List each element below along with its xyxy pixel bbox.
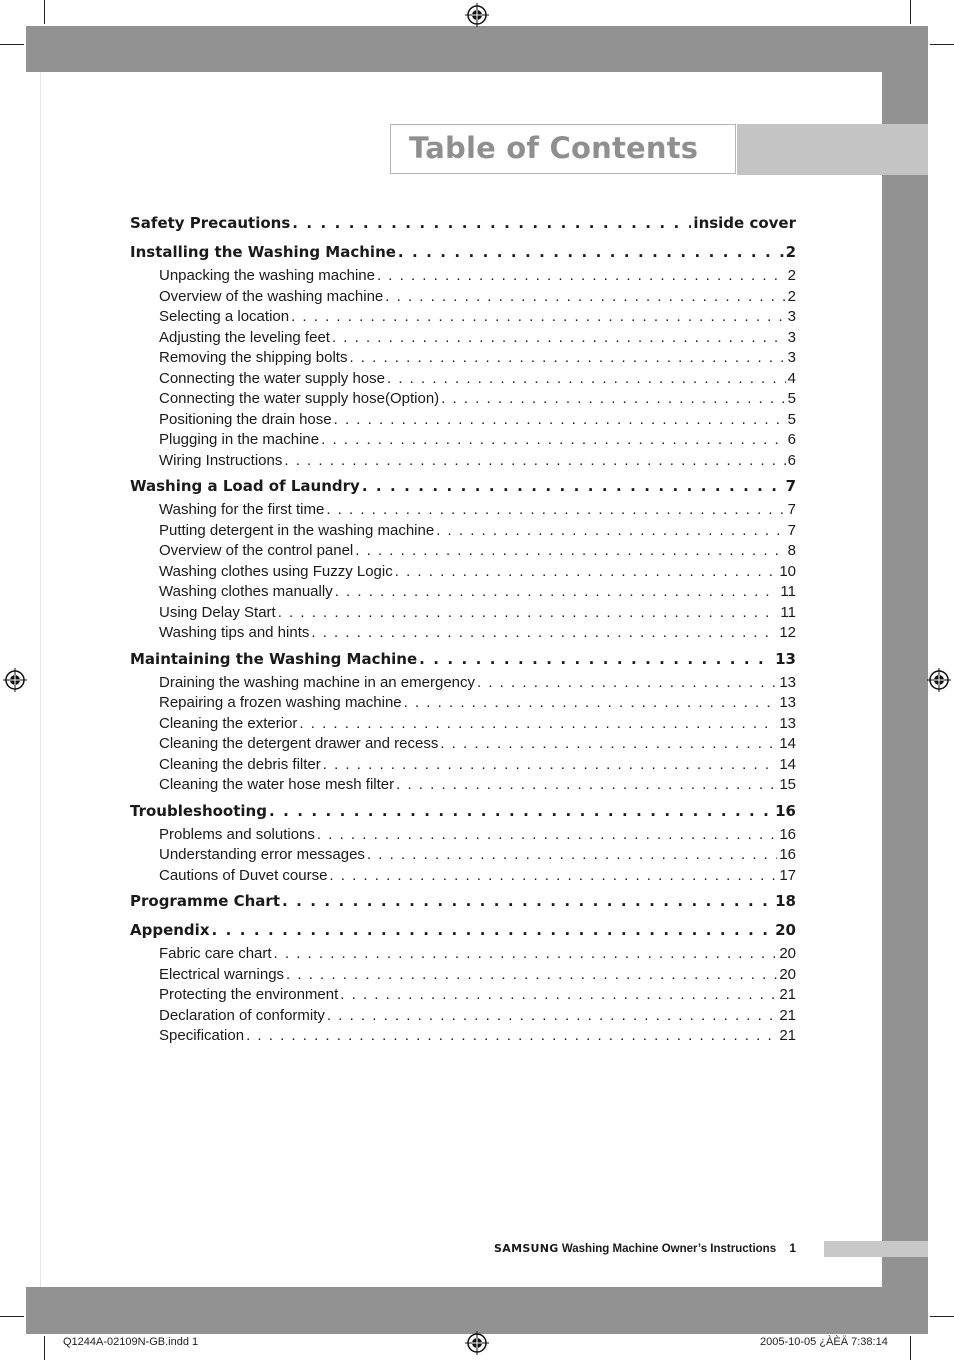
toc-leader-dots (335, 582, 779, 603)
toc-entry[interactable] (130, 451, 796, 472)
footer-brand: SAMSUNG (494, 1242, 559, 1255)
toc-entry-page: 2 (787, 287, 796, 305)
toc-entry-page: 16 (779, 825, 796, 843)
toc-section-page: inside cover (693, 214, 796, 232)
toc-entry[interactable] (130, 562, 796, 583)
toc-entry[interactable] (130, 693, 796, 714)
toc-leader-dots (284, 451, 785, 472)
toc-section (130, 210, 796, 237)
toc-leader-dots (291, 307, 786, 328)
toc-entry-title: Adjusting the leveling feet (159, 328, 330, 346)
toc-entry-title: Overview of the washing machine (159, 287, 384, 305)
toc-leader-dots (332, 328, 786, 349)
toc-section-title: Safety Precautions (130, 214, 291, 232)
page-title: Table of Contents (409, 131, 699, 165)
toc-leader-dots (278, 603, 779, 624)
toc-entry[interactable] (130, 845, 796, 866)
toc-section-title: Programme Chart (130, 892, 280, 910)
toc-entry-title: Putting detergent in the washing machine (159, 521, 435, 539)
toc-leader-dots (477, 673, 777, 694)
toc-entry-page: 5 (787, 410, 796, 428)
toc-leader-dots (385, 287, 785, 308)
toc-leader-dots (436, 521, 785, 542)
toc-leader-dots (292, 210, 691, 237)
crop-mark (930, 1316, 954, 1317)
toc-section-page: 7 (785, 477, 796, 495)
toc-leader-dots (327, 1006, 777, 1027)
toc-entry-title: Washing tips and hints (159, 624, 310, 641)
toc-leader-dots (317, 825, 777, 846)
toc-entry[interactable] (130, 623, 796, 644)
toc-leader-dots (323, 755, 778, 776)
toc-entry-title: Unpacking the washing machine (159, 267, 375, 284)
toc-leader-dots (340, 985, 777, 1006)
toc-leader-dots (387, 369, 786, 390)
toc-entry-page: 13 (779, 714, 796, 732)
toc-entry-page: 20 (779, 965, 796, 983)
toc-entry[interactable] (130, 1006, 796, 1027)
registration-mark-icon (927, 668, 951, 692)
footer-text: Washing Machine Owner’s Instructions (561, 1243, 777, 1255)
toc-entry-page: 8 (787, 542, 796, 559)
toc-section-page: 20 (775, 921, 796, 939)
toc-entry[interactable] (130, 307, 796, 328)
toc-entry[interactable] (130, 755, 796, 776)
toc-entry[interactable] (130, 734, 796, 755)
toc-entry-title: Washing for the first time (159, 501, 325, 518)
toc-entry[interactable] (130, 1026, 796, 1047)
toc-section-heading[interactable] (130, 239, 796, 266)
toc-entry[interactable] (130, 603, 796, 624)
crop-mark (910, 1336, 911, 1360)
toc-entry-title: Specification (159, 1027, 245, 1044)
toc-leader-dots (440, 734, 777, 755)
toc-section (130, 473, 796, 644)
toc-section (130, 798, 796, 887)
toc-entry[interactable] (130, 521, 796, 542)
toc-entry-title: Removing the shipping bolts (159, 349, 348, 366)
print-slug-file: Q1244A-02109N-GB.indd 1 (63, 1336, 199, 1348)
toc-leader-dots (282, 888, 773, 915)
toc-entry-page: 21 (779, 1027, 796, 1044)
toc-entry[interactable] (130, 287, 796, 308)
toc-entry-title: Protecting the environment (159, 986, 339, 1003)
toc-entry[interactable] (130, 389, 796, 410)
toc-section-page: 18 (775, 892, 796, 910)
toc-leader-dots (377, 266, 786, 287)
footer-tab (824, 1241, 928, 1257)
toc-entry[interactable] (130, 500, 796, 521)
toc-leader-dots (311, 623, 777, 644)
toc-section-page: 16 (775, 801, 796, 820)
toc-entry-title: Problems and solutions (159, 825, 315, 843)
toc-leader-dots (321, 430, 786, 451)
toc-leader-dots (334, 410, 786, 431)
toc-entry-title: Connecting the water supply hose(Option) (159, 390, 440, 407)
toc-entry[interactable] (130, 965, 796, 986)
toc-section-title: Appendix (130, 921, 210, 939)
toc-entry-page: 21 (779, 1006, 796, 1024)
toc-entry-page: 13 (779, 673, 796, 691)
toc-entry-title: Cleaning the exterior (159, 714, 298, 732)
toc-entry[interactable] (130, 266, 796, 287)
toc-entry-title: Wiring Instructions (159, 451, 283, 469)
toc-leader-dots (286, 965, 777, 986)
toc-entry-title: Washing clothes using Fuzzy Logic (159, 562, 393, 580)
toc-entry[interactable] (130, 673, 796, 694)
toc-entry-page: 16 (779, 846, 796, 863)
toc-section-heading[interactable] (130, 888, 796, 915)
toc-section-heading[interactable] (130, 210, 796, 237)
toc-entry[interactable] (130, 348, 796, 369)
toc-entry[interactable] (130, 825, 796, 846)
toc-entry-page: 6 (787, 451, 796, 469)
toc-entry[interactable] (130, 866, 796, 887)
toc-section (130, 888, 796, 915)
toc-entry-page: 3 (787, 308, 796, 325)
toc-leader-dots (246, 1026, 777, 1047)
toc-entry-title: Using Delay Start (159, 603, 276, 621)
print-slug-date: 2005-10-05 ¿ÀÈÄ 7:38:14 (760, 1336, 888, 1348)
toc-entry-title: Overview of the control panel (159, 542, 354, 559)
toc-entry-page: 3 (787, 349, 796, 366)
toc-leader-dots (395, 562, 778, 583)
toc-entry-page: 17 (779, 866, 796, 884)
toc-entry-title: Fabric care chart (159, 945, 272, 962)
toc-entry[interactable] (130, 985, 796, 1006)
toc-entry[interactable] (130, 430, 796, 451)
toc-entry[interactable] (130, 541, 796, 562)
toc-entry-page: 7 (787, 521, 796, 539)
toc-entry-page: 5 (787, 390, 796, 407)
toc-entry-title: Positioning the drain hose (159, 410, 332, 428)
toc-leader-dots (269, 798, 773, 825)
toc-leader-dots (419, 646, 773, 673)
toc-entry-title: Repairing a frozen washing machine (159, 694, 402, 711)
page-frame-right (882, 26, 928, 1334)
toc-entry-page: 13 (779, 694, 796, 711)
toc-entry-title: Understanding error messages (159, 846, 365, 863)
toc-entry[interactable] (130, 944, 796, 965)
toc-leader-dots (274, 944, 778, 965)
toc-entry-title: Electrical warnings (159, 965, 285, 983)
toc-section-heading[interactable] (130, 798, 796, 825)
toc-entry-page: 6 (787, 431, 796, 448)
toc-leader-dots (349, 348, 785, 369)
registration-mark-icon (465, 3, 489, 27)
toc-section (130, 646, 796, 796)
toc-entry-title: Cleaning the water hose mesh filter (159, 776, 395, 793)
title-box (390, 124, 736, 174)
toc-entry-page: 14 (779, 755, 796, 773)
toc-entry-page: 11 (780, 603, 796, 621)
toc-entry-page: 3 (787, 328, 796, 346)
toc-entry-page: 2 (787, 267, 796, 284)
toc-entry[interactable] (130, 410, 796, 431)
toc-leader-dots (355, 541, 785, 562)
page-number: 1 (789, 1241, 796, 1255)
page-edge-line (40, 72, 41, 1287)
toc-section-page: 2 (785, 243, 796, 261)
toc-section-title: Installing the Washing Machine (130, 243, 396, 261)
toc-entry-title: Cleaning the detergent drawer and recess (159, 735, 439, 752)
toc-section-title: Maintaining the Washing Machine (130, 649, 418, 668)
toc-section (130, 239, 796, 471)
toc-leader-dots (212, 917, 774, 944)
toc-entry-page: 20 (779, 945, 796, 962)
toc-entry-title: Cautions of Duvet course (159, 866, 328, 884)
toc-section-heading[interactable] (130, 473, 796, 500)
toc-entry-title: Plugging in the machine (159, 431, 320, 448)
crop-mark (0, 1316, 24, 1317)
title-tab (737, 124, 928, 175)
toc-entry-title: Cleaning the debris filter (159, 755, 321, 773)
crop-mark (930, 44, 954, 45)
toc-section-title: Troubleshooting (130, 801, 267, 820)
toc-section-heading[interactable] (130, 917, 796, 944)
registration-mark-icon (3, 668, 27, 692)
toc-entry-page: 10 (779, 562, 796, 580)
page-footer (470, 1241, 796, 1255)
toc-entry-title: Draining the washing machine in an emergency (159, 673, 476, 691)
toc-leader-dots (362, 473, 784, 500)
toc-entry-title: Washing clothes manually (159, 583, 333, 600)
toc-leader-dots (326, 500, 785, 521)
toc-entry-page: 12 (779, 624, 796, 641)
table-of-contents (130, 208, 796, 1047)
toc-entry[interactable] (130, 775, 796, 796)
toc-leader-dots (396, 775, 777, 796)
page-frame-bottom (26, 1287, 928, 1334)
toc-leader-dots (367, 845, 777, 866)
toc-entry-page: 11 (780, 583, 796, 600)
registration-mark-icon (465, 1331, 489, 1355)
crop-mark (44, 0, 45, 24)
toc-entry-title: Connecting the water supply hose (159, 369, 385, 387)
toc-entry-title: Declaration of conformity (159, 1006, 325, 1024)
toc-entry[interactable] (130, 582, 796, 603)
toc-entry[interactable] (130, 714, 796, 735)
toc-entry-page: 15 (779, 776, 796, 793)
toc-section-page: 13 (775, 649, 796, 668)
toc-leader-dots (404, 693, 778, 714)
toc-section (130, 917, 796, 1047)
toc-entry[interactable] (130, 328, 796, 349)
crop-mark (910, 0, 911, 24)
toc-entry[interactable] (130, 369, 796, 390)
page-frame-top (26, 26, 928, 72)
toc-leader-dots (398, 239, 784, 266)
toc-leader-dots (299, 714, 777, 735)
crop-mark (44, 1336, 45, 1360)
toc-entry-page: 7 (787, 501, 796, 518)
toc-leader-dots (441, 389, 785, 410)
toc-entry-page: 21 (779, 986, 796, 1003)
toc-entry-title: Selecting a location (159, 308, 290, 325)
toc-leader-dots (329, 866, 777, 887)
toc-entry-page: 14 (779, 735, 796, 752)
toc-section-heading[interactable] (130, 646, 796, 673)
toc-entry-page: 4 (787, 369, 796, 387)
toc-section-title: Washing a Load of Laundry (130, 477, 360, 495)
crop-mark (0, 44, 24, 45)
